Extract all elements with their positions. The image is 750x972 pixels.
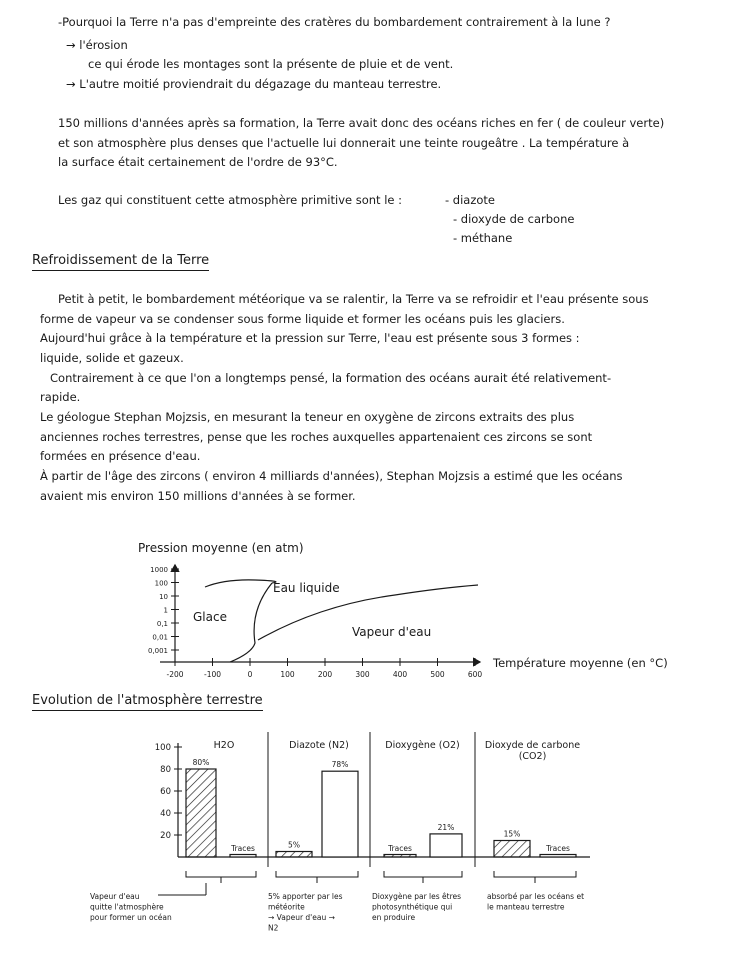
bar <box>276 852 312 858</box>
answer-erosion-detail: ce qui érode les montages sont la présente de pluie et de vent. <box>88 57 454 71</box>
cooling-line7: Le géologue Stephan Mojzsis, en mesurant la teneur en oxygène de zircons extraits des plus <box>40 410 575 424</box>
question-text: -Pourquoi la Terre n'a pas d'empreinte des cratères du bombardement contrairement à la lune ? <box>58 15 611 29</box>
phase-ytick-label: 1000 <box>150 566 168 574</box>
bar-ytick-label: 60 <box>160 787 171 797</box>
group-note: météorite <box>268 902 305 912</box>
group-note: N2 <box>268 923 279 933</box>
group-note: quitte l'atmosphère <box>90 902 164 912</box>
group-note: 5% apporter par les <box>268 892 343 901</box>
bar <box>540 855 576 858</box>
phase-xtick-label: 600 <box>467 670 483 679</box>
atmosphere-bar-chart <box>0 722 750 972</box>
group-note: Vapeur d'eau <box>90 892 140 901</box>
group-note: en produire <box>372 913 416 922</box>
answer-erosion: → l'érosion <box>66 38 128 52</box>
section-title-atmosphere: Evolution de l'atmosphère terrestre <box>32 693 263 711</box>
phase-ytick-label: 0,001 <box>147 647 168 655</box>
gas-item-diazote: - diazote <box>445 193 496 207</box>
phase-xtick-label: 400 <box>392 670 408 679</box>
phase-ytick-label: 0,1 <box>156 620 168 628</box>
bar-ytick-label: 40 <box>160 809 171 819</box>
group-note: pour former un océan <box>90 913 172 922</box>
phase-xtick-label: 0 <box>247 670 253 679</box>
section-title-cooling: Refroidissement de la Terre <box>32 253 209 271</box>
para1-line1: 150 millions d'années après sa formation, la Terre avait donc des océans riches en fer ( de couleur verte) <box>58 116 665 130</box>
phase-xtick-label: -100 <box>203 670 222 679</box>
cooling-line11: avaient mis environ 150 millions d'années à se former. <box>40 489 356 503</box>
gas-item-methane: - méthane <box>453 231 513 245</box>
phase-ylabel: Pression moyenne (en atm) <box>138 541 304 555</box>
bar-value-label: Traces <box>231 844 255 853</box>
group-title: Diazote (N2) <box>289 740 349 751</box>
bar-value-label: Traces <box>388 844 412 853</box>
bar <box>186 769 216 857</box>
group-note: photosynthétique qui <box>372 902 453 912</box>
phase-xtick-label: 100 <box>280 670 295 679</box>
bar <box>430 834 462 857</box>
bar-value-label: Traces <box>546 844 570 853</box>
region-vapor: Vapeur d'eau <box>352 625 432 639</box>
group-title: (CO2) <box>518 751 547 762</box>
bar-value-label: 5% <box>288 840 300 850</box>
para1-line3: la surface était certainement de l'ordre de 93°C. <box>58 155 338 169</box>
group-note: absorbé par les océans et <box>487 892 585 901</box>
bar <box>322 771 358 857</box>
cooling-line8: anciennes roches terrestres, pense que les roches auxquelles appartenaient ces zircons se sont <box>40 430 593 444</box>
bar <box>384 855 416 858</box>
phase-xtick-label: 200 <box>317 670 333 679</box>
bar-value-label: 21% <box>437 822 455 832</box>
para1-line2: et son atmosphère plus denses que l'actuelle lui donnerait une teinte rougeâtre . La température à <box>58 136 630 150</box>
solid-boundary <box>230 583 272 662</box>
group-brace <box>276 871 358 883</box>
bar <box>230 855 256 858</box>
region-ice: Glace <box>193 610 227 624</box>
cooling-line6: rapide. <box>40 390 81 404</box>
phase-xtick-label: -200 <box>166 670 184 679</box>
gases-intro: Les gaz qui constituent cette atmosphère primitive sont le : <box>58 193 403 207</box>
cooling-line10: À partir de l'âge des zircons ( environ 4 milliards d'années), Stephan Mojzsis a estimé que les océans <box>40 469 623 483</box>
phase-ytick-label: 100 <box>154 579 168 588</box>
group-note: → Vapeur d'eau → <box>268 913 335 922</box>
group-note: Dioxygène par les êtres <box>372 892 462 901</box>
phase-xlabel: Température moyenne (en °C) <box>493 656 668 670</box>
cooling-line3: Aujourd'hui grâce à la température et la pression sur Terre, l'eau est présente sous 3 formes : <box>40 331 580 345</box>
phase-ytick-label: 1 <box>163 606 168 615</box>
group-note: le manteau terrestre <box>487 902 565 912</box>
group-title: H2O <box>213 740 235 751</box>
cooling-line4: liquide, solide et gazeux. <box>40 351 184 365</box>
ice-liquid-boundary <box>205 580 276 587</box>
bar-value-label: 80% <box>192 758 210 767</box>
group-brace <box>186 871 256 883</box>
bar-value-label: 78% <box>331 760 349 770</box>
phase-ytick-label: 0,01 <box>152 633 168 642</box>
group-title: Dioxyde de carbone <box>484 740 581 751</box>
bar-value-label: 15% <box>503 829 521 839</box>
cooling-line1: Petit à petit, le bombardement météorique va se ralentir, la Terre va se refroidir et l'eau présente sous <box>58 292 649 306</box>
phase-ytick-label: 10 <box>159 593 168 601</box>
cooling-line9: formées en présence d'eau. <box>40 449 201 463</box>
bar-ytick-label: 80 <box>160 765 171 775</box>
cooling-line2: forme de vapeur va se condenser sous forme liquide et former les océans puis les glaciers. <box>40 312 565 326</box>
group-title: Dioxygène (O2) <box>385 740 460 751</box>
answer-degassing: → L'autre moitié proviendrait du dégazage du manteau terrestre. <box>66 77 442 91</box>
bar <box>494 841 530 858</box>
group-brace <box>494 871 576 883</box>
gas-item-co2: - dioxyde de carbone <box>453 212 575 226</box>
cooling-line5: Contrairement à ce que l'on a longtemps pensé, la formation des océans aurait été relativement- <box>50 371 612 385</box>
group-brace <box>384 871 462 883</box>
bar-ytick-label: 100 <box>154 743 171 753</box>
phase-xtick-label: 300 <box>355 670 370 679</box>
phase-xtick-label: 500 <box>430 670 445 679</box>
phase-diagram <box>0 535 750 685</box>
bar-ytick-label: 20 <box>160 831 171 841</box>
region-liquid: Eau liquide <box>273 581 340 595</box>
